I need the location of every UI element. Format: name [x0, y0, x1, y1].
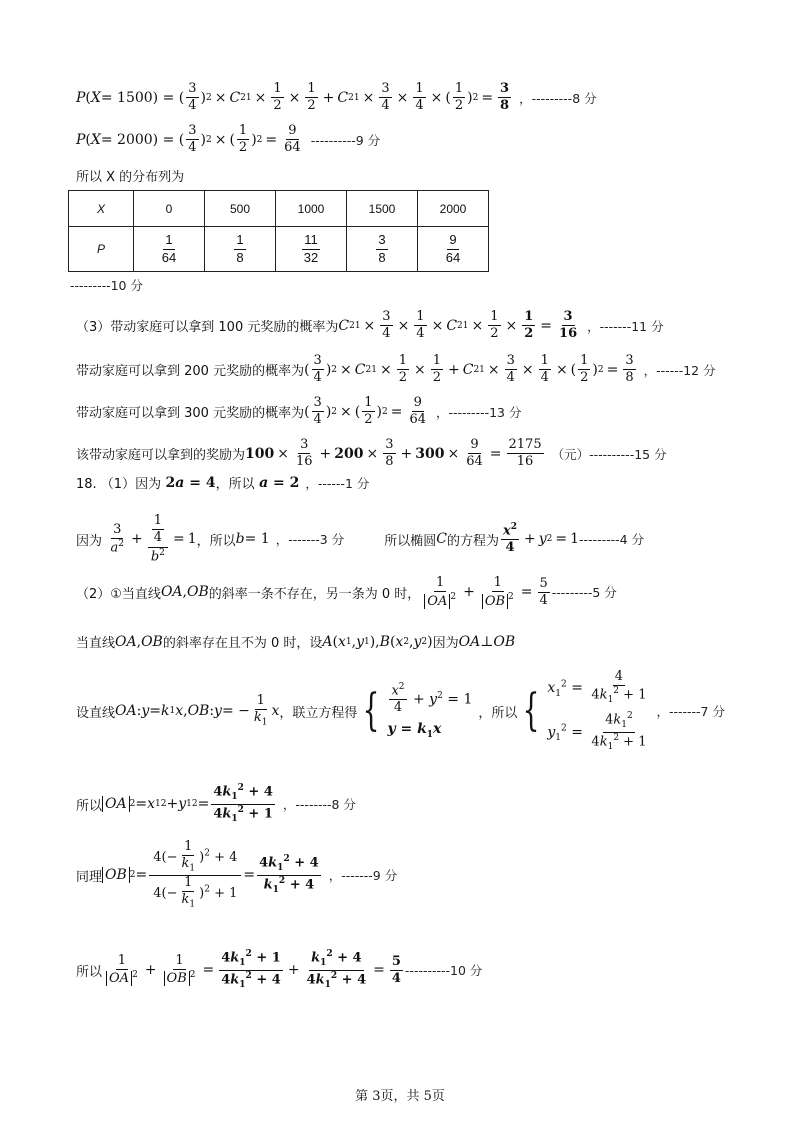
distribution-table	[68, 190, 489, 272]
table-cell: 1000	[276, 191, 347, 227]
q18-final-line: 所以 $\frac{1}{OA ^2}$ + $\frac{1}{OB ^2}$ = $\frac{4k_1^2 + 1}{4k_1^2 + 4}$ + $\frac{k_1^2 + 4}{4k_1^2 + 4}$ = $\frac{5}{4}$ ----------10 分	[76, 949, 483, 990]
q18-part1-line: 18. （1）因为 2a = 4 ，所以 a = 2 ，------1 分	[76, 474, 370, 492]
distribution-intro: 所以 X 的分布列为	[76, 170, 185, 185]
reward-200-line: 带动家庭可以拿到 200 元奖励的概率为 ( $\frac{3}{4}$ ) 2 × C 2 1 × $\frac{1}{2}$ × $\frac{1}{2}$ + C 2 1 × $\frac{3}{4}$ × $\frac{1}{4}$ × ( $\frac{1}{2}$ ) 2 = $\frac{3}{8}$ ，------12 分	[76, 353, 716, 386]
table-cell: 2000	[418, 191, 489, 227]
q18-oa-line: 所以 OA 2 = x 1 2 + y 1 2 = $\frac{4k_1^2 + 4}{4k_1^2 + 1}$ ，--------8 分	[76, 783, 356, 824]
score-note: ，---------8 分	[519, 90, 597, 106]
reward-300-line: 带动家庭可以拿到 300 元奖励的概率为 ( $\frac{3}{4}$ ) 2 × ( $\frac{1}{2}$ ) 2 = $\frac{9}{64}$ ，---------13 分	[76, 395, 522, 428]
table-cell: $\frac{1}{8}$	[205, 227, 276, 272]
p-x-2000-line: P ( X = 2000) = ( $\frac{3}{4}$ ) 2 × ( $\frac{1}{2}$ ) 2 = $\frac{9}{64}$ ----------9 分	[76, 123, 381, 156]
q18-part2-line: （2）①当直线 OA , OB 的斜率一条不存在，另一条为 0 时， $\frac{1}{OA ^2}$ + $\frac{1}{OB ^2}$ = $\frac{5}{4}$ ---------5 分	[76, 575, 617, 609]
table-row	[69, 191, 489, 227]
q18-slopes-line: 当直线 OA , OB 的斜率存在且不为 0 时，设 A ( x 1 , y 1 ), B ( x 2 , y 2 ) 因为 OA ⊥ OB	[76, 633, 516, 651]
table-cell: $\frac{11}{32}$	[276, 227, 347, 272]
table-cell: $\frac{9}{64}$	[418, 227, 489, 272]
table-cell: 1500	[347, 191, 418, 227]
expected-reward-line: 该带动家庭可以拿到的奖励为 100 × $\frac{3}{16}$ + 200 × $\frac{3}{8}$ + 300 × $\frac{9}{64}$ = $\frac{2175}{16}$ （元）----------15 分	[76, 437, 667, 470]
page-footer: 第 3页，共 5页	[355, 1089, 445, 1104]
p-x-1500-line: P ( X = 1500) = ( $\frac{3}{4}$ ) 2 × C 2 1 × $\frac{1}{2}$ × $\frac{1}{2}$ + C 2 1 × $\frac{3}{4}$ × $\frac{1}{4}$ × ( $\frac{1}{2}$ ) 2 = $\frac{3}{8}$ ，---------8 分	[76, 81, 597, 114]
table-cell: $\frac{1}{64}$	[134, 227, 205, 272]
table-row	[69, 227, 489, 272]
q18-system-line: 设直线 OA : y = k 1 x , OB : y = − $\frac{1}{k_1}$ x ，联立方程得 { $\frac{x^2}{4}$ + $y^2 = 1$ $y = k_1x$ ，所以 { $x_1^2$ = $\frac{4}{4k_1^2 + 1}$ $y_1^2$ = $\frac{4k_1^2}{4k_1^2 + 1}$ ，-------7 分	[76, 669, 725, 752]
table-cell: 500	[205, 191, 276, 227]
table-cell: X	[69, 191, 134, 227]
reward-100-line: （3）带动家庭可以拿到 100 元奖励的概率为 C 2 1 × $\frac{3}{4}$ × $\frac{1}{4}$ × C 2 1 × $\frac{1}{2}$ × $\frac{1}{2}$ = $\frac{3}{16}$ ，-------11 分	[76, 309, 664, 342]
score-note: ----------9 分	[310, 132, 381, 148]
table-cell: P	[69, 227, 134, 272]
table-cell: $\frac{3}{8}$	[347, 227, 418, 272]
q18-ellipse-line: 因为 $\frac{3}{a^2}$ + $\frac{\frac{1}{4}}{b^2}$ = 1 ，所以 b = 1 ，-------3 分 所以椭圆 C 的方程为 $\frac{x^2}{4}$ + y 2 = 1 ---------4 分	[76, 513, 645, 564]
score-note: ---------10 分	[70, 278, 143, 293]
table-cell: 0	[134, 191, 205, 227]
q18-ob-line: 同理 OB 2 = 4(− $\frac{1}{k_1}$ )$^2$ + 4 4(− $\frac{1}{k_1}$ )$^2$ + 1 = $\frac{4k_1^2 + 4}{k_1^2 + 4}$ ，-------9 分	[76, 839, 398, 910]
